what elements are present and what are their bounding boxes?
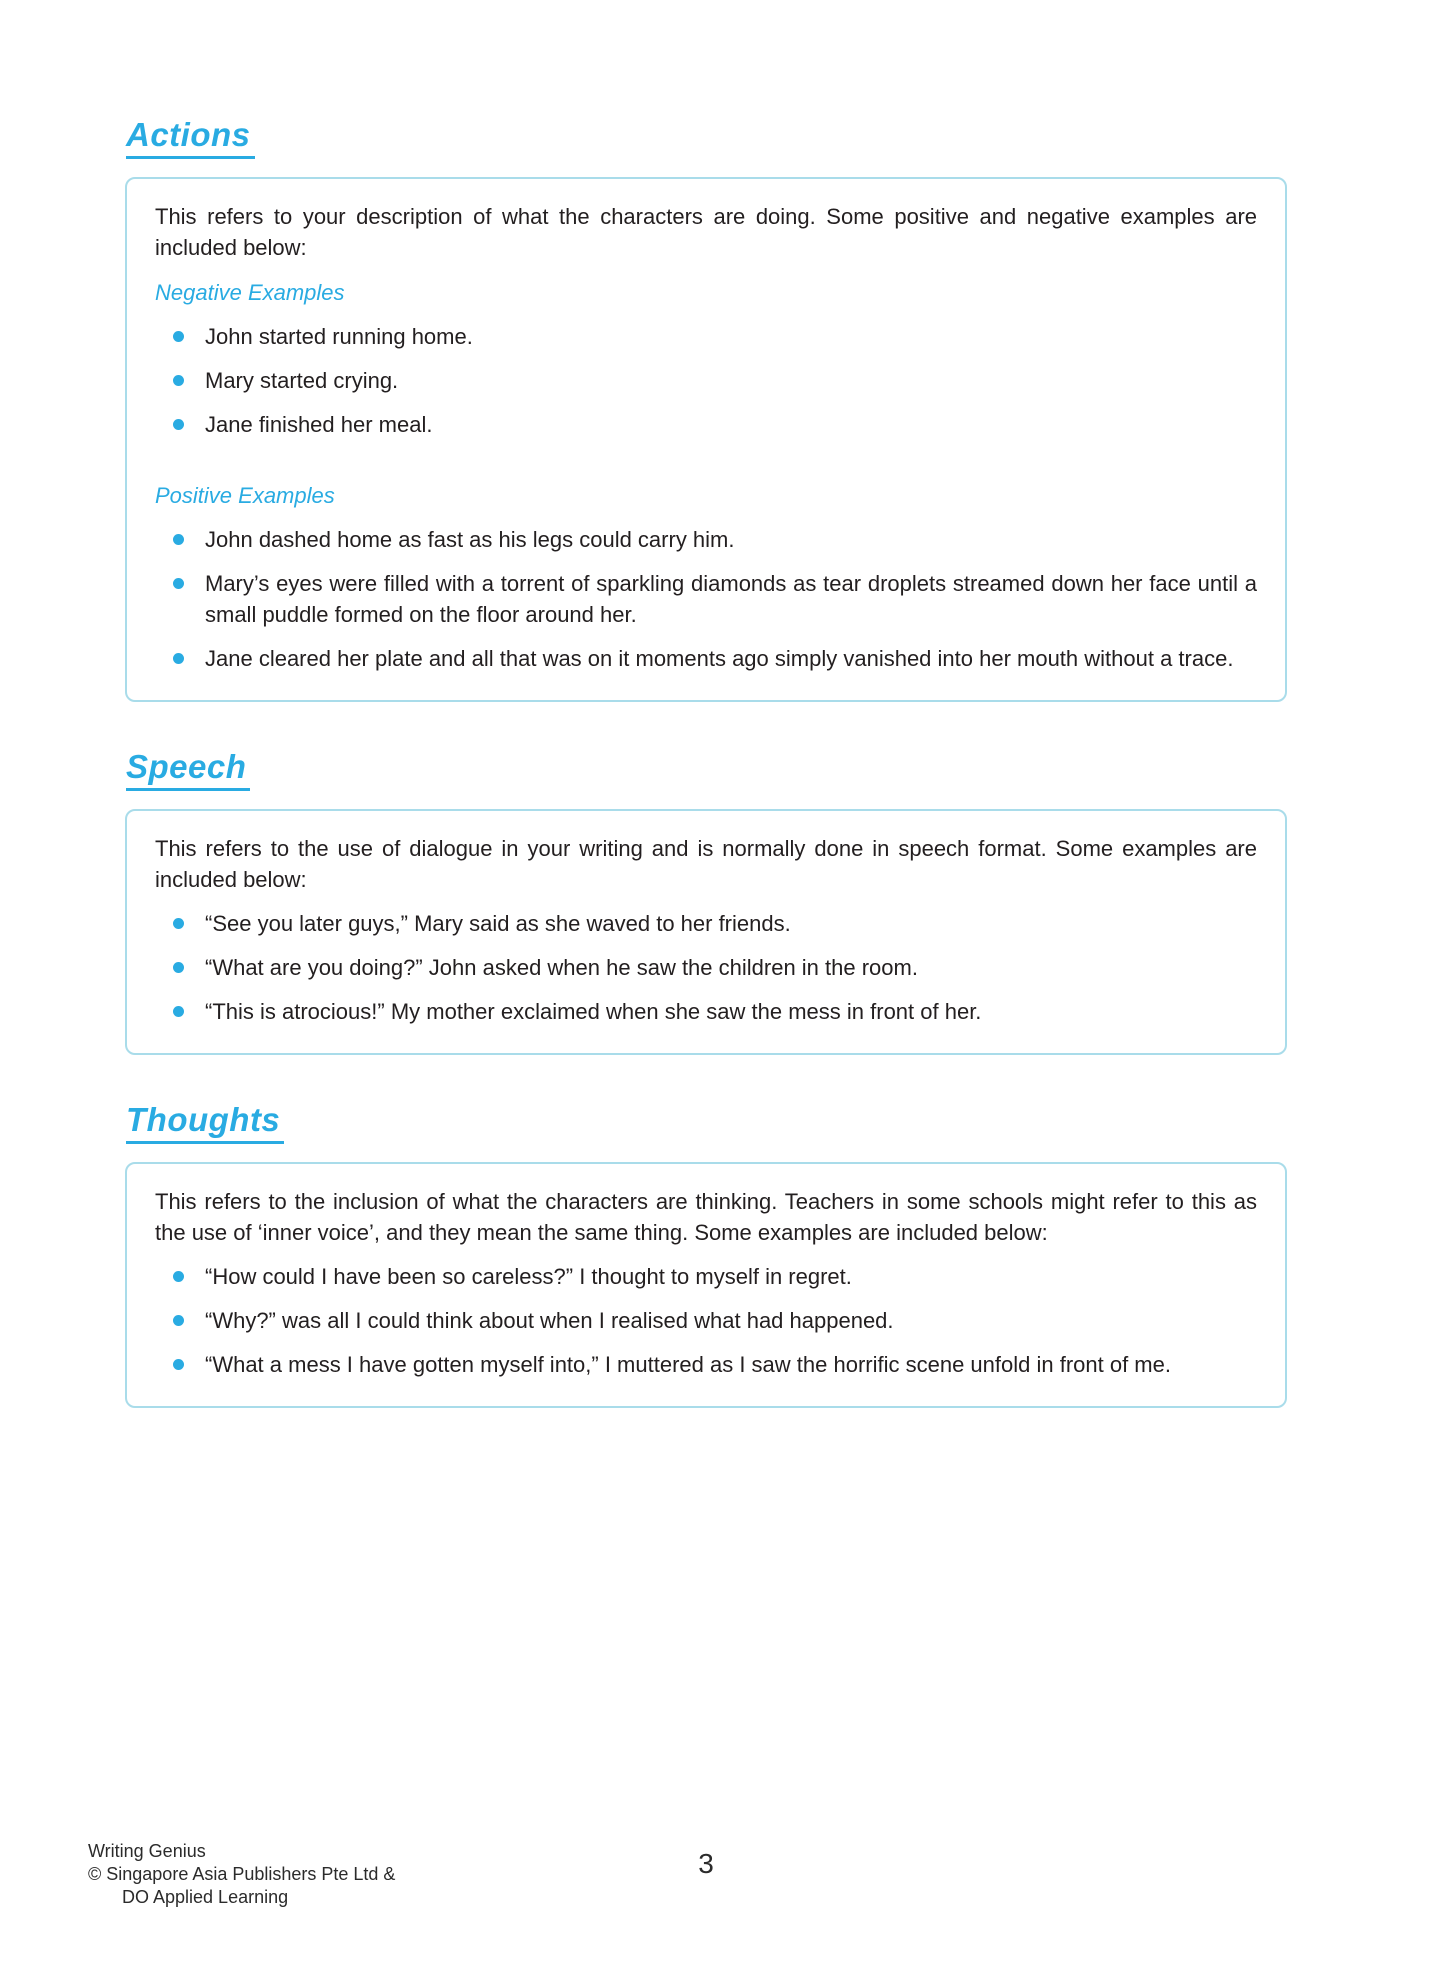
list-item [155,409,1257,440]
list-item-text: “How could I have been so careless?” I thought to myself in regret. [205,1264,852,1289]
thoughts-intro: This refers to the inclusion of what the characters are thinking. Teachers in some schools might refer to this as the use of ‘inner voice’, and they mean the same thing. Some examples are included below: [155,1189,1257,1245]
speech-examples-list [155,908,1257,1027]
list-item [155,568,1257,630]
footer-book-title: Writing Genius [88,1841,206,1861]
bullet-icon [173,653,184,664]
page-number: 3 [698,1848,714,1879]
page-content [125,116,1287,1454]
list-item-text: Jane finished her meal. [205,412,433,437]
bullet-icon [173,1315,184,1326]
list-item-text: “See you later guys,” Mary said as she waved to her friends. [205,911,791,936]
speech-intro: This refers to the use of dialogue in your writing and is normally done in speech format. Some examples are included below: [155,836,1257,892]
actions-intro: This refers to your description of what the characters are doing. Some positive and negative examples are included below: [155,204,1257,260]
section-speech [125,748,1287,1055]
list-item-text: “Why?” was all I could think about when I realised what had happened. [205,1308,894,1333]
footer-publisher: DO Applied Learning [122,1887,289,1907]
bullet-icon [173,918,184,929]
thoughts-box [125,1162,1287,1408]
bullet-icon [173,1359,184,1370]
bullet-icon [173,375,184,386]
list-item-text: Mary started crying. [205,368,399,393]
speech-box [125,809,1287,1055]
list-item-text: John started running home. [205,324,473,349]
section-heading-text: Actions [126,116,255,159]
footer-copyright: © Singapore Asia Publishers Pte Ltd & [88,1864,396,1884]
bullet-icon [173,962,184,973]
actions-box [125,177,1287,702]
list-item [155,365,1257,396]
positive-examples-list [155,524,1257,674]
positive-examples-group [155,480,1257,674]
list-item [155,524,1257,555]
thoughts-examples-list [155,1261,1257,1380]
list-item-text: “This is atrocious!” My mother exclaimed when she saw the mess in front of her. [205,999,982,1024]
list-item [155,643,1257,674]
section-heading-actions [126,116,1287,159]
list-item-text: John dashed home as fast as his legs could carry him. [205,527,735,552]
list-item-text: “What a mess I have gotten myself into,” I muttered as I saw the horrific scene unfold in front of me. [205,1352,1171,1377]
section-heading-text: Speech [126,748,250,791]
negative-examples-label: Negative Examples [155,280,345,305]
section-thoughts [125,1101,1287,1408]
bullet-icon [173,419,184,430]
list-item-text: Jane cleared her plate and all that was on it moments ago simply vanished into her mouth without a trace. [205,646,1234,671]
bullet-icon [173,578,184,589]
list-item [155,1305,1257,1336]
list-item [155,1261,1257,1292]
list-item-text: “What are you doing?” John asked when he saw the children in the room. [205,955,918,980]
list-item [155,321,1257,352]
list-item [155,908,1257,939]
bullet-icon [173,1271,184,1282]
list-item-text: Mary’s eyes were filled with a torrent of sparkling diamonds as tear droplets streamed down her face until a small puddle formed on the floor around her. [205,571,1257,627]
bullet-icon [173,534,184,545]
section-actions [125,116,1287,702]
section-heading-text: Thoughts [126,1101,284,1144]
bullet-icon [173,1006,184,1017]
bullet-icon [173,331,184,342]
list-item [155,952,1257,983]
positive-examples-label: Positive Examples [155,483,335,508]
section-heading-speech [126,748,1287,791]
section-heading-thoughts [126,1101,1287,1144]
list-item [155,1349,1257,1380]
list-item [155,996,1257,1027]
negative-examples-list [155,321,1257,440]
negative-examples-group [155,277,1257,440]
